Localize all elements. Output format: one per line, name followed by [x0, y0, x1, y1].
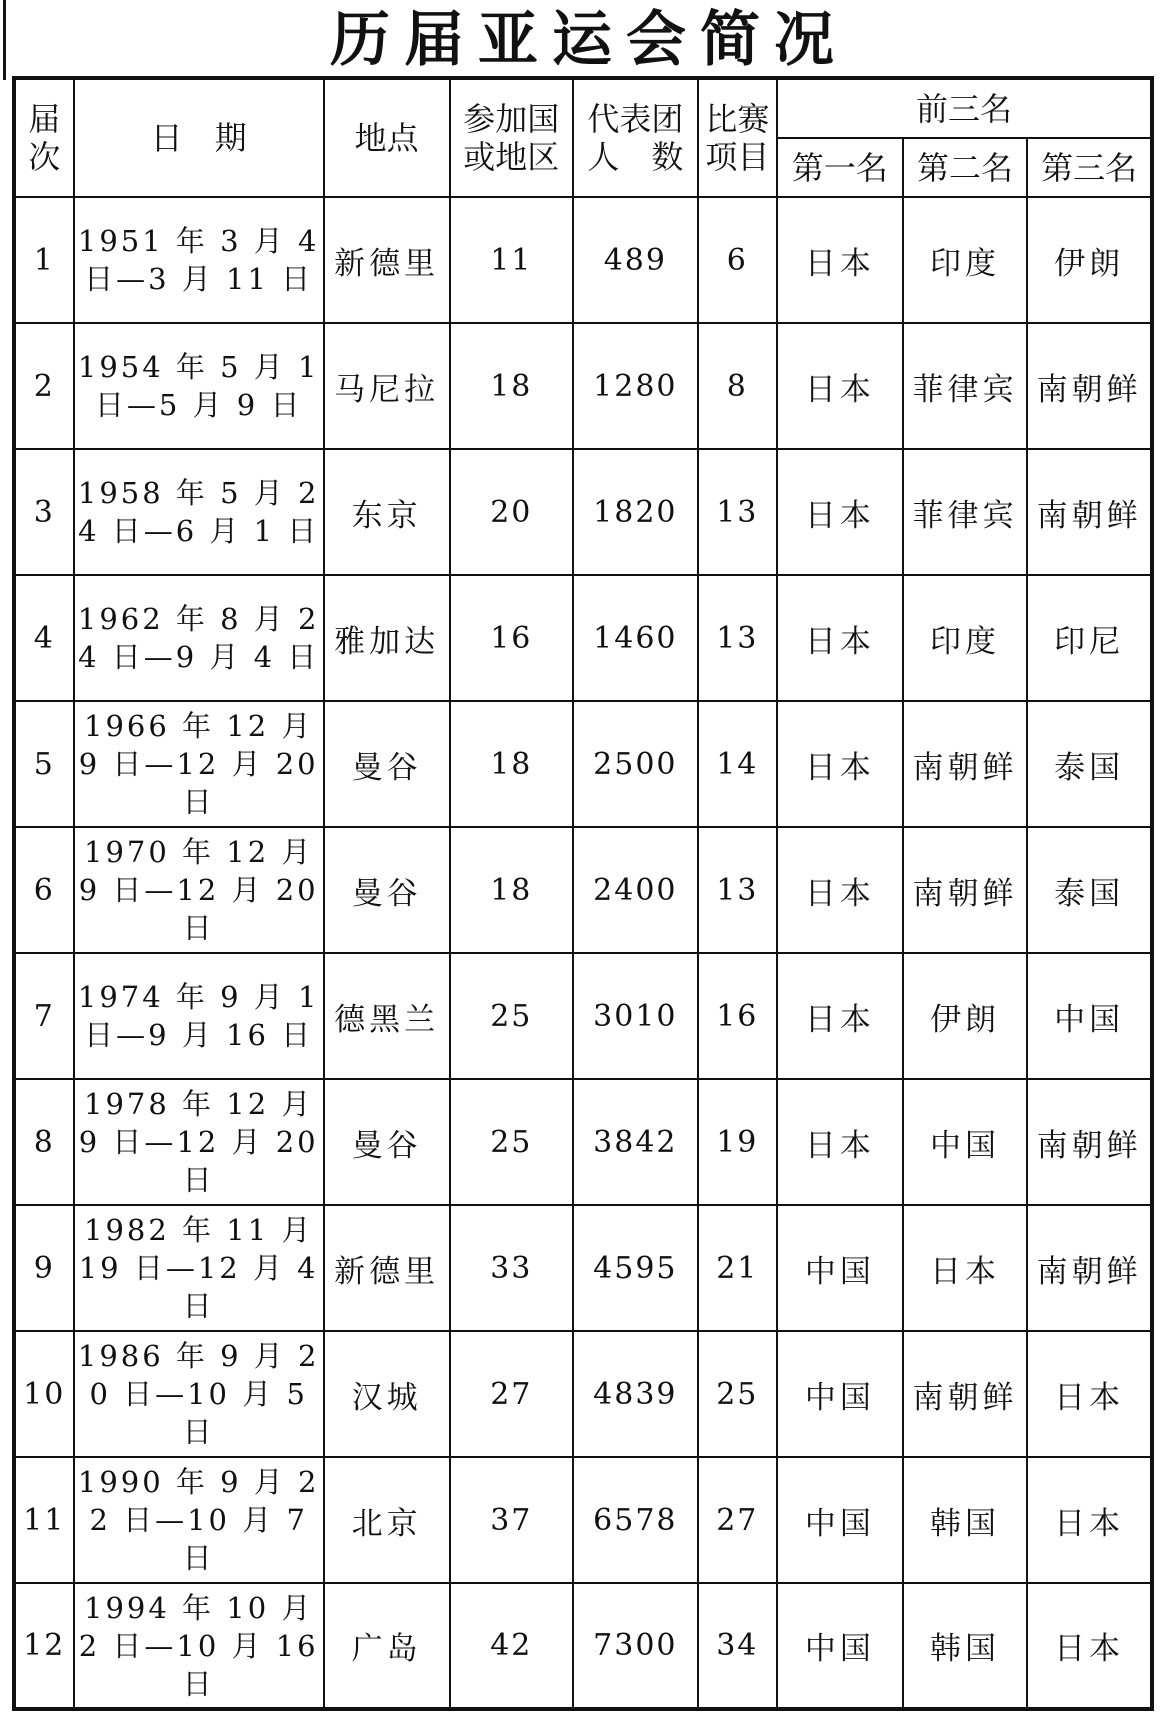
cell-second: 印度 [903, 197, 1028, 323]
cell-date: 1970 年 12 月 9 日—12 月 20 日 [74, 827, 324, 953]
cell-second: 菲律宾 [903, 449, 1028, 575]
cell-date: 1994 年 10 月 2 日—10 月 16 日 [74, 1583, 324, 1709]
cell-first: 日本 [777, 575, 903, 701]
header-events-line2: 项目 [705, 138, 770, 176]
table-row [14, 827, 1152, 953]
cell-first: 日本 [777, 827, 903, 953]
header-delegation-line1: 代表团 [587, 100, 684, 138]
cell-date: 1986 年 9 月 20 日—10 月 5 日 [74, 1331, 324, 1457]
cell-edition: 11 [14, 1457, 74, 1583]
table-row [14, 1457, 1152, 1583]
cell-first: 日本 [777, 197, 903, 323]
cell-date: 1962 年 8 月 24 日—9 月 4 日 [74, 575, 324, 701]
table-row [14, 197, 1152, 323]
cell-events: 25 [698, 1331, 777, 1457]
cell-delegation: 3010 [573, 953, 698, 1079]
cell-delegation: 2400 [573, 827, 698, 953]
cell-edition: 1 [14, 197, 74, 323]
cell-delegation: 2500 [573, 701, 698, 827]
table-body [14, 197, 1152, 1709]
cell-edition: 2 [14, 323, 74, 449]
header-venue [324, 78, 450, 197]
table-row [14, 1079, 1152, 1205]
cell-third: 泰国 [1027, 701, 1152, 827]
cell-first: 日本 [777, 701, 903, 827]
cell-second: 韩国 [903, 1583, 1028, 1709]
header-edition-line1: 届 [28, 100, 61, 138]
cell-edition: 12 [14, 1583, 74, 1709]
cell-edition: 5 [14, 701, 74, 827]
cell-third: 日本 [1027, 1331, 1152, 1457]
table-row [14, 1583, 1152, 1709]
cell-edition: 3 [14, 449, 74, 575]
header-countries [450, 78, 574, 197]
header-first: 第一名 [777, 138, 903, 197]
cell-date: 1954 年 5 月 1 日—5 月 9 日 [74, 323, 324, 449]
cell-countries: 18 [450, 827, 574, 953]
cell-third: 南朝鲜 [1027, 449, 1152, 575]
cell-second: 日本 [903, 1205, 1028, 1331]
cell-date: 1966 年 12 月 9 日—12 月 20 日 [74, 701, 324, 827]
cell-first: 日本 [777, 953, 903, 1079]
table-row [14, 323, 1152, 449]
cell-countries: 42 [450, 1583, 574, 1709]
cell-edition: 8 [14, 1079, 74, 1205]
cell-second: 南朝鲜 [903, 827, 1028, 953]
header-events [698, 78, 777, 197]
cell-delegation: 6578 [573, 1457, 698, 1583]
cell-countries: 37 [450, 1457, 574, 1583]
cell-date: 1990 年 9 月 22 日—10 月 7 日 [74, 1457, 324, 1583]
table-row [14, 701, 1152, 827]
cell-first: 中国 [777, 1331, 903, 1457]
table-row [14, 1205, 1152, 1331]
cell-delegation: 489 [573, 197, 698, 323]
cell-events: 13 [698, 449, 777, 575]
cell-countries: 25 [450, 1079, 574, 1205]
cell-third: 南朝鲜 [1027, 1205, 1152, 1331]
table-row [14, 449, 1152, 575]
cell-first: 中国 [777, 1583, 903, 1709]
cell-date: 1958 年 5 月 24 日—6 月 1 日 [74, 449, 324, 575]
cell-edition: 6 [14, 827, 74, 953]
cell-countries: 20 [450, 449, 574, 575]
cell-countries: 27 [450, 1331, 574, 1457]
cell-delegation: 1280 [573, 323, 698, 449]
header-date-label: 日 期 [150, 119, 247, 157]
cell-third: 南朝鲜 [1027, 1079, 1152, 1205]
cell-events: 8 [698, 323, 777, 449]
cell-countries: 25 [450, 953, 574, 1079]
cell-venue: 马尼拉 [324, 323, 450, 449]
cell-third: 泰国 [1027, 827, 1152, 953]
cell-venue: 雅加达 [324, 575, 450, 701]
cell-first: 中国 [777, 1205, 903, 1331]
header-countries-line2: 或地区 [463, 138, 560, 176]
cell-second: 菲律宾 [903, 323, 1028, 449]
cell-delegation: 4595 [573, 1205, 698, 1331]
cell-third: 伊朗 [1027, 197, 1152, 323]
cell-delegation: 1460 [573, 575, 698, 701]
cell-third: 南朝鲜 [1027, 323, 1152, 449]
cell-second: 伊朗 [903, 953, 1028, 1079]
cell-delegation: 3842 [573, 1079, 698, 1205]
asian-games-table [12, 76, 1154, 1711]
header-venue-label: 地点 [354, 119, 419, 157]
header-top-three: 前三名 [777, 78, 1152, 138]
cell-second: 中国 [903, 1079, 1028, 1205]
cell-third: 日本 [1027, 1457, 1152, 1583]
cell-events: 34 [698, 1583, 777, 1709]
cell-edition: 4 [14, 575, 74, 701]
header-second: 第二名 [903, 138, 1028, 197]
cell-third: 中国 [1027, 953, 1152, 1079]
header-delegation-line2: 人 数 [587, 138, 684, 176]
cell-date: 1951 年 3 月 4 日—3 月 11 日 [74, 197, 324, 323]
cell-events: 14 [698, 701, 777, 827]
cell-third: 印尼 [1027, 575, 1152, 701]
table-row [14, 575, 1152, 701]
cell-edition: 7 [14, 953, 74, 1079]
cell-venue: 汉城 [324, 1331, 450, 1457]
table-row [14, 1331, 1152, 1457]
header-date [74, 78, 324, 197]
cell-date: 1978 年 12 月 9 日—12 月 20 日 [74, 1079, 324, 1205]
cell-venue: 广岛 [324, 1583, 450, 1709]
cell-countries: 11 [450, 197, 574, 323]
cell-delegation: 1820 [573, 449, 698, 575]
cell-countries: 33 [450, 1205, 574, 1331]
cell-events: 19 [698, 1079, 777, 1205]
cell-events: 13 [698, 827, 777, 953]
cell-venue: 东京 [324, 449, 450, 575]
cell-events: 16 [698, 953, 777, 1079]
cell-first: 日本 [777, 1079, 903, 1205]
cell-first: 日本 [777, 449, 903, 575]
cell-events: 21 [698, 1205, 777, 1331]
cell-second: 韩国 [903, 1457, 1028, 1583]
cell-edition: 9 [14, 1205, 74, 1331]
header-edition [14, 78, 74, 197]
header-events-line1: 比赛 [705, 100, 770, 138]
cell-venue: 曼谷 [324, 701, 450, 827]
cell-countries: 16 [450, 575, 574, 701]
cell-second: 南朝鲜 [903, 701, 1028, 827]
cell-date: 1974 年 9 月 1 日—9 月 16 日 [74, 953, 324, 1079]
cell-venue: 新德里 [324, 197, 450, 323]
header-delegation [573, 78, 698, 197]
cell-events: 27 [698, 1457, 777, 1583]
cell-countries: 18 [450, 323, 574, 449]
cell-second: 印度 [903, 575, 1028, 701]
cell-venue: 德黑兰 [324, 953, 450, 1079]
table-row [14, 953, 1152, 1079]
table-header [14, 78, 1152, 197]
cell-first: 日本 [777, 323, 903, 449]
cell-venue: 曼谷 [324, 1079, 450, 1205]
cell-first: 中国 [777, 1457, 903, 1583]
header-edition-line2: 次 [28, 138, 61, 176]
cell-edition: 10 [14, 1331, 74, 1457]
cell-second: 南朝鲜 [903, 1331, 1028, 1457]
cell-date: 1982 年 11 月 19 日—12 月 4 日 [74, 1205, 324, 1331]
cell-third: 日本 [1027, 1583, 1152, 1709]
cell-venue: 北京 [324, 1457, 450, 1583]
cell-venue: 新德里 [324, 1205, 450, 1331]
cell-delegation: 7300 [573, 1583, 698, 1709]
page-title: 历届亚运会简况 [330, 5, 848, 75]
cell-events: 6 [698, 197, 777, 323]
header-third: 第三名 [1027, 138, 1152, 197]
header-countries-line1: 参加国 [463, 100, 560, 138]
cell-countries: 18 [450, 701, 574, 827]
cell-events: 13 [698, 575, 777, 701]
cell-delegation: 4839 [573, 1331, 698, 1457]
cell-venue: 曼谷 [324, 827, 450, 953]
